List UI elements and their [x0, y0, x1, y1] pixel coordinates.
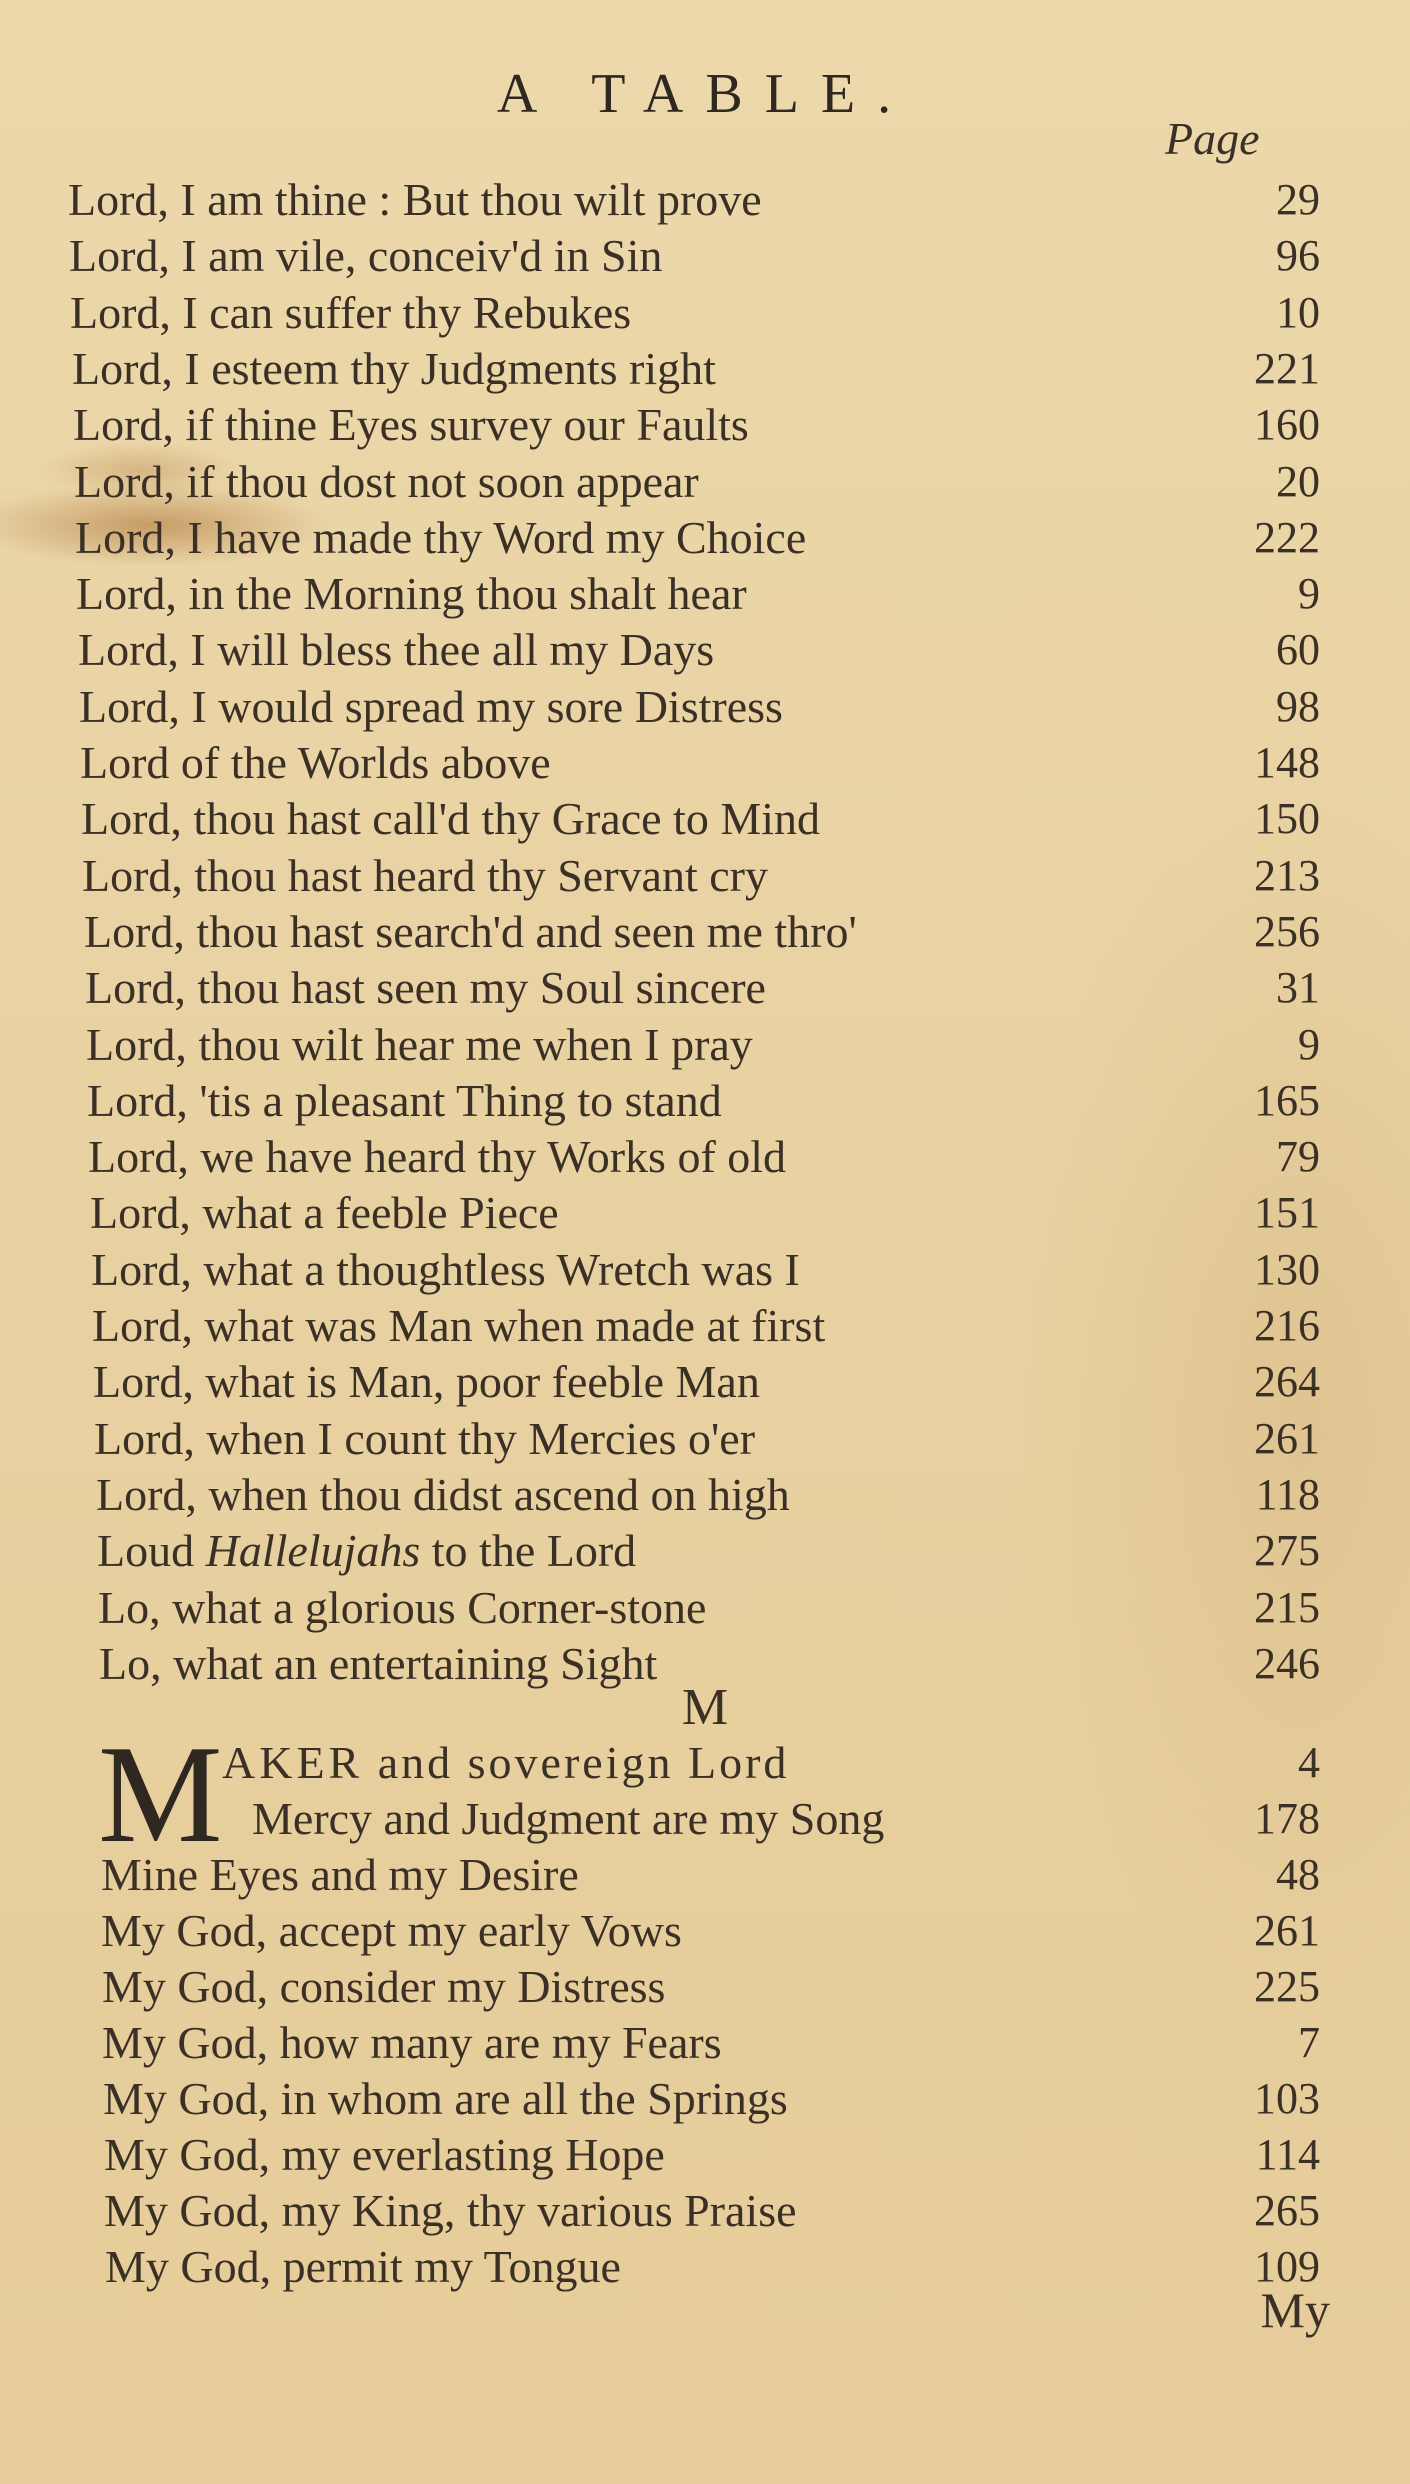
index-entry — [0, 341, 1410, 397]
italic-word: Hallelujahs — [205, 1525, 421, 1577]
page-number: 213 — [1254, 850, 1320, 900]
first-line: My God, accept my early Vows — [101, 1905, 682, 1956]
page-number: 79 — [1276, 1132, 1320, 1182]
index-entry — [0, 285, 1410, 341]
index-entry — [0, 1580, 1410, 1636]
page-number: 148 — [1254, 738, 1320, 787]
page-number: 10 — [1276, 287, 1320, 337]
first-line: Lord, I would spread my sore Distress — [79, 680, 783, 732]
first-line: Lo, what an entertaining Sight — [99, 1637, 658, 1689]
page-number: 130 — [1254, 1244, 1320, 1294]
index-entry — [0, 1298, 1410, 1354]
first-line: Loud Hallelujahs to the Lord — [97, 1525, 637, 1577]
first-line: Lord, thou hast search'd and seen me thro' — [84, 905, 857, 957]
first-line: Lord, I will bless thee all my Days — [78, 624, 715, 676]
index-entry — [0, 904, 1410, 960]
page-number: 256 — [1254, 906, 1320, 956]
index-entry — [0, 2239, 1410, 2295]
page-number: 20 — [1276, 456, 1320, 506]
index-entry — [0, 2015, 1410, 2071]
page-number: 165 — [1254, 1075, 1320, 1125]
page-number: 151 — [1254, 1188, 1320, 1238]
index-entry — [0, 848, 1410, 904]
page-column-label: Page — [1165, 113, 1260, 164]
page-number: 31 — [1276, 963, 1320, 1013]
first-line: Lord, thou hast call'd thy Grace to Mind — [81, 793, 821, 845]
first-line: Lord, I am vile, conceiv'd in Sin — [69, 230, 663, 282]
page-number: 221 — [1254, 343, 1320, 393]
first-line: My God, my everlasting Hope — [104, 2129, 665, 2180]
first-line: Lord, I esteem thy Judgments right — [72, 342, 716, 394]
first-line: Mine Eyes and my Desire — [101, 1849, 579, 1900]
index-entry — [0, 1411, 1410, 1467]
page-number: 178 — [1254, 1794, 1320, 1843]
index-entry — [0, 2183, 1410, 2239]
first-line: Lord, when I count thy Mercies o'er — [94, 1412, 756, 1464]
section-heading-m: M — [681, 1679, 729, 1736]
index-entry — [0, 679, 1410, 735]
first-line: Lord, 'tis a pleasant Thing to stand — [87, 1074, 722, 1126]
first-line: Lord, in the Morning thou shalt hear — [76, 568, 747, 620]
index-entry — [0, 791, 1410, 847]
index-entry — [0, 172, 1410, 228]
page-number: 246 — [1254, 1638, 1320, 1688]
drop-capital: M — [98, 1717, 223, 1872]
index-entry — [0, 1242, 1410, 1298]
first-line: Lo, what a glorious Corner-stone — [98, 1581, 707, 1633]
page-number: 9 — [1298, 569, 1320, 619]
index-entry — [0, 510, 1410, 566]
page-number: 160 — [1254, 400, 1320, 450]
first-line-rest: and sovereign Lord — [363, 1737, 790, 1788]
page-number: 215 — [1254, 1582, 1320, 1632]
index-entry — [0, 1903, 1410, 1959]
first-line: Mercy and Judgment are my Song — [252, 1793, 885, 1844]
page-number: 7 — [1298, 2018, 1320, 2067]
first-line: Lord, I can suffer thy Rebukes — [70, 286, 632, 338]
first-line: Lord, thou hast heard thy Servant cry — [82, 849, 768, 901]
running-title: A TABLE. — [496, 63, 914, 125]
page-number: 118 — [1255, 1469, 1320, 1519]
index-entry — [0, 1017, 1410, 1073]
page-number: 261 — [1254, 1413, 1320, 1463]
page-number: 261 — [1254, 1906, 1320, 1955]
page-number: 150 — [1254, 794, 1320, 844]
first-line-caps: AKER — [222, 1737, 364, 1788]
page-number: 225 — [1254, 1962, 1320, 2011]
index-entry — [0, 1354, 1410, 1410]
index-entry — [0, 1073, 1410, 1129]
index-entry — [0, 228, 1410, 284]
page-number: 96 — [1276, 231, 1320, 281]
page-number: 275 — [1254, 1526, 1320, 1576]
first-line: Lord, thou hast seen my Soul sincere — [85, 962, 766, 1014]
first-line: Lord, what a feeble Piece — [90, 1187, 559, 1239]
page-number: 29 — [1276, 175, 1320, 224]
index-entry — [0, 1129, 1410, 1185]
first-line: My God, my King, thy various Praise — [104, 2185, 797, 2236]
first-line: Lord of the Worlds above — [80, 737, 551, 788]
page-number: 109 — [1254, 2242, 1320, 2291]
index-entry — [0, 1959, 1410, 2015]
page-number: 103 — [1254, 2074, 1320, 2123]
first-line — [222, 1735, 789, 1791]
page-number: 264 — [1254, 1357, 1320, 1407]
index-entry — [0, 622, 1410, 678]
first-line: Lord, thou wilt hear me when I pray — [86, 1018, 753, 1070]
first-line: My God, consider my Distress — [102, 1961, 666, 2012]
page-number: 60 — [1276, 625, 1320, 675]
index-entry — [0, 2127, 1410, 2183]
first-line: Lord, when thou didst ascend on high — [96, 1468, 790, 1520]
index-entry — [0, 960, 1410, 1016]
catchword: My — [1260, 2282, 1330, 2338]
page-number: 114 — [1255, 2130, 1320, 2179]
index-entry — [0, 735, 1410, 791]
page-number: 222 — [1254, 512, 1320, 562]
first-line: Lord, if thine Eyes survey our Faults — [73, 399, 749, 451]
first-line: Lord, what was Man when made at first — [92, 1300, 826, 1351]
first-line: Lord, I am thine : But thou wilt prove — [68, 174, 762, 225]
index-entry — [0, 1467, 1410, 1523]
index-entry — [0, 397, 1410, 453]
first-line: Lord, if thou dost not soon appear — [74, 455, 699, 507]
first-line: Lord, what a thoughtless Wretch was I — [91, 1243, 800, 1295]
index-entry — [0, 1185, 1410, 1241]
index-entry — [0, 454, 1410, 510]
index-entry — [0, 566, 1410, 622]
first-line: My God, in whom are all the Springs — [103, 2073, 788, 2124]
first-line: Lord, we have heard thy Works of old — [88, 1131, 787, 1183]
first-line: Lord, I have made thy Word my Choice — [75, 511, 807, 563]
page-number: 9 — [1298, 1019, 1320, 1069]
first-line: My God, permit my Tongue — [105, 2241, 621, 2292]
page-number: 98 — [1276, 681, 1320, 731]
page-number: 4 — [1298, 1738, 1320, 1787]
first-line: Lord, what is Man, poor feeble Man — [93, 1356, 760, 1408]
index-entry — [0, 2071, 1410, 2127]
index-entry — [0, 1523, 1410, 1579]
page-number: 216 — [1254, 1301, 1320, 1350]
page-number: 48 — [1276, 1850, 1320, 1899]
index-entry — [0, 1735, 1410, 1791]
page-number: 265 — [1254, 2186, 1320, 2235]
first-line: My God, how many are my Fears — [102, 2017, 722, 2068]
